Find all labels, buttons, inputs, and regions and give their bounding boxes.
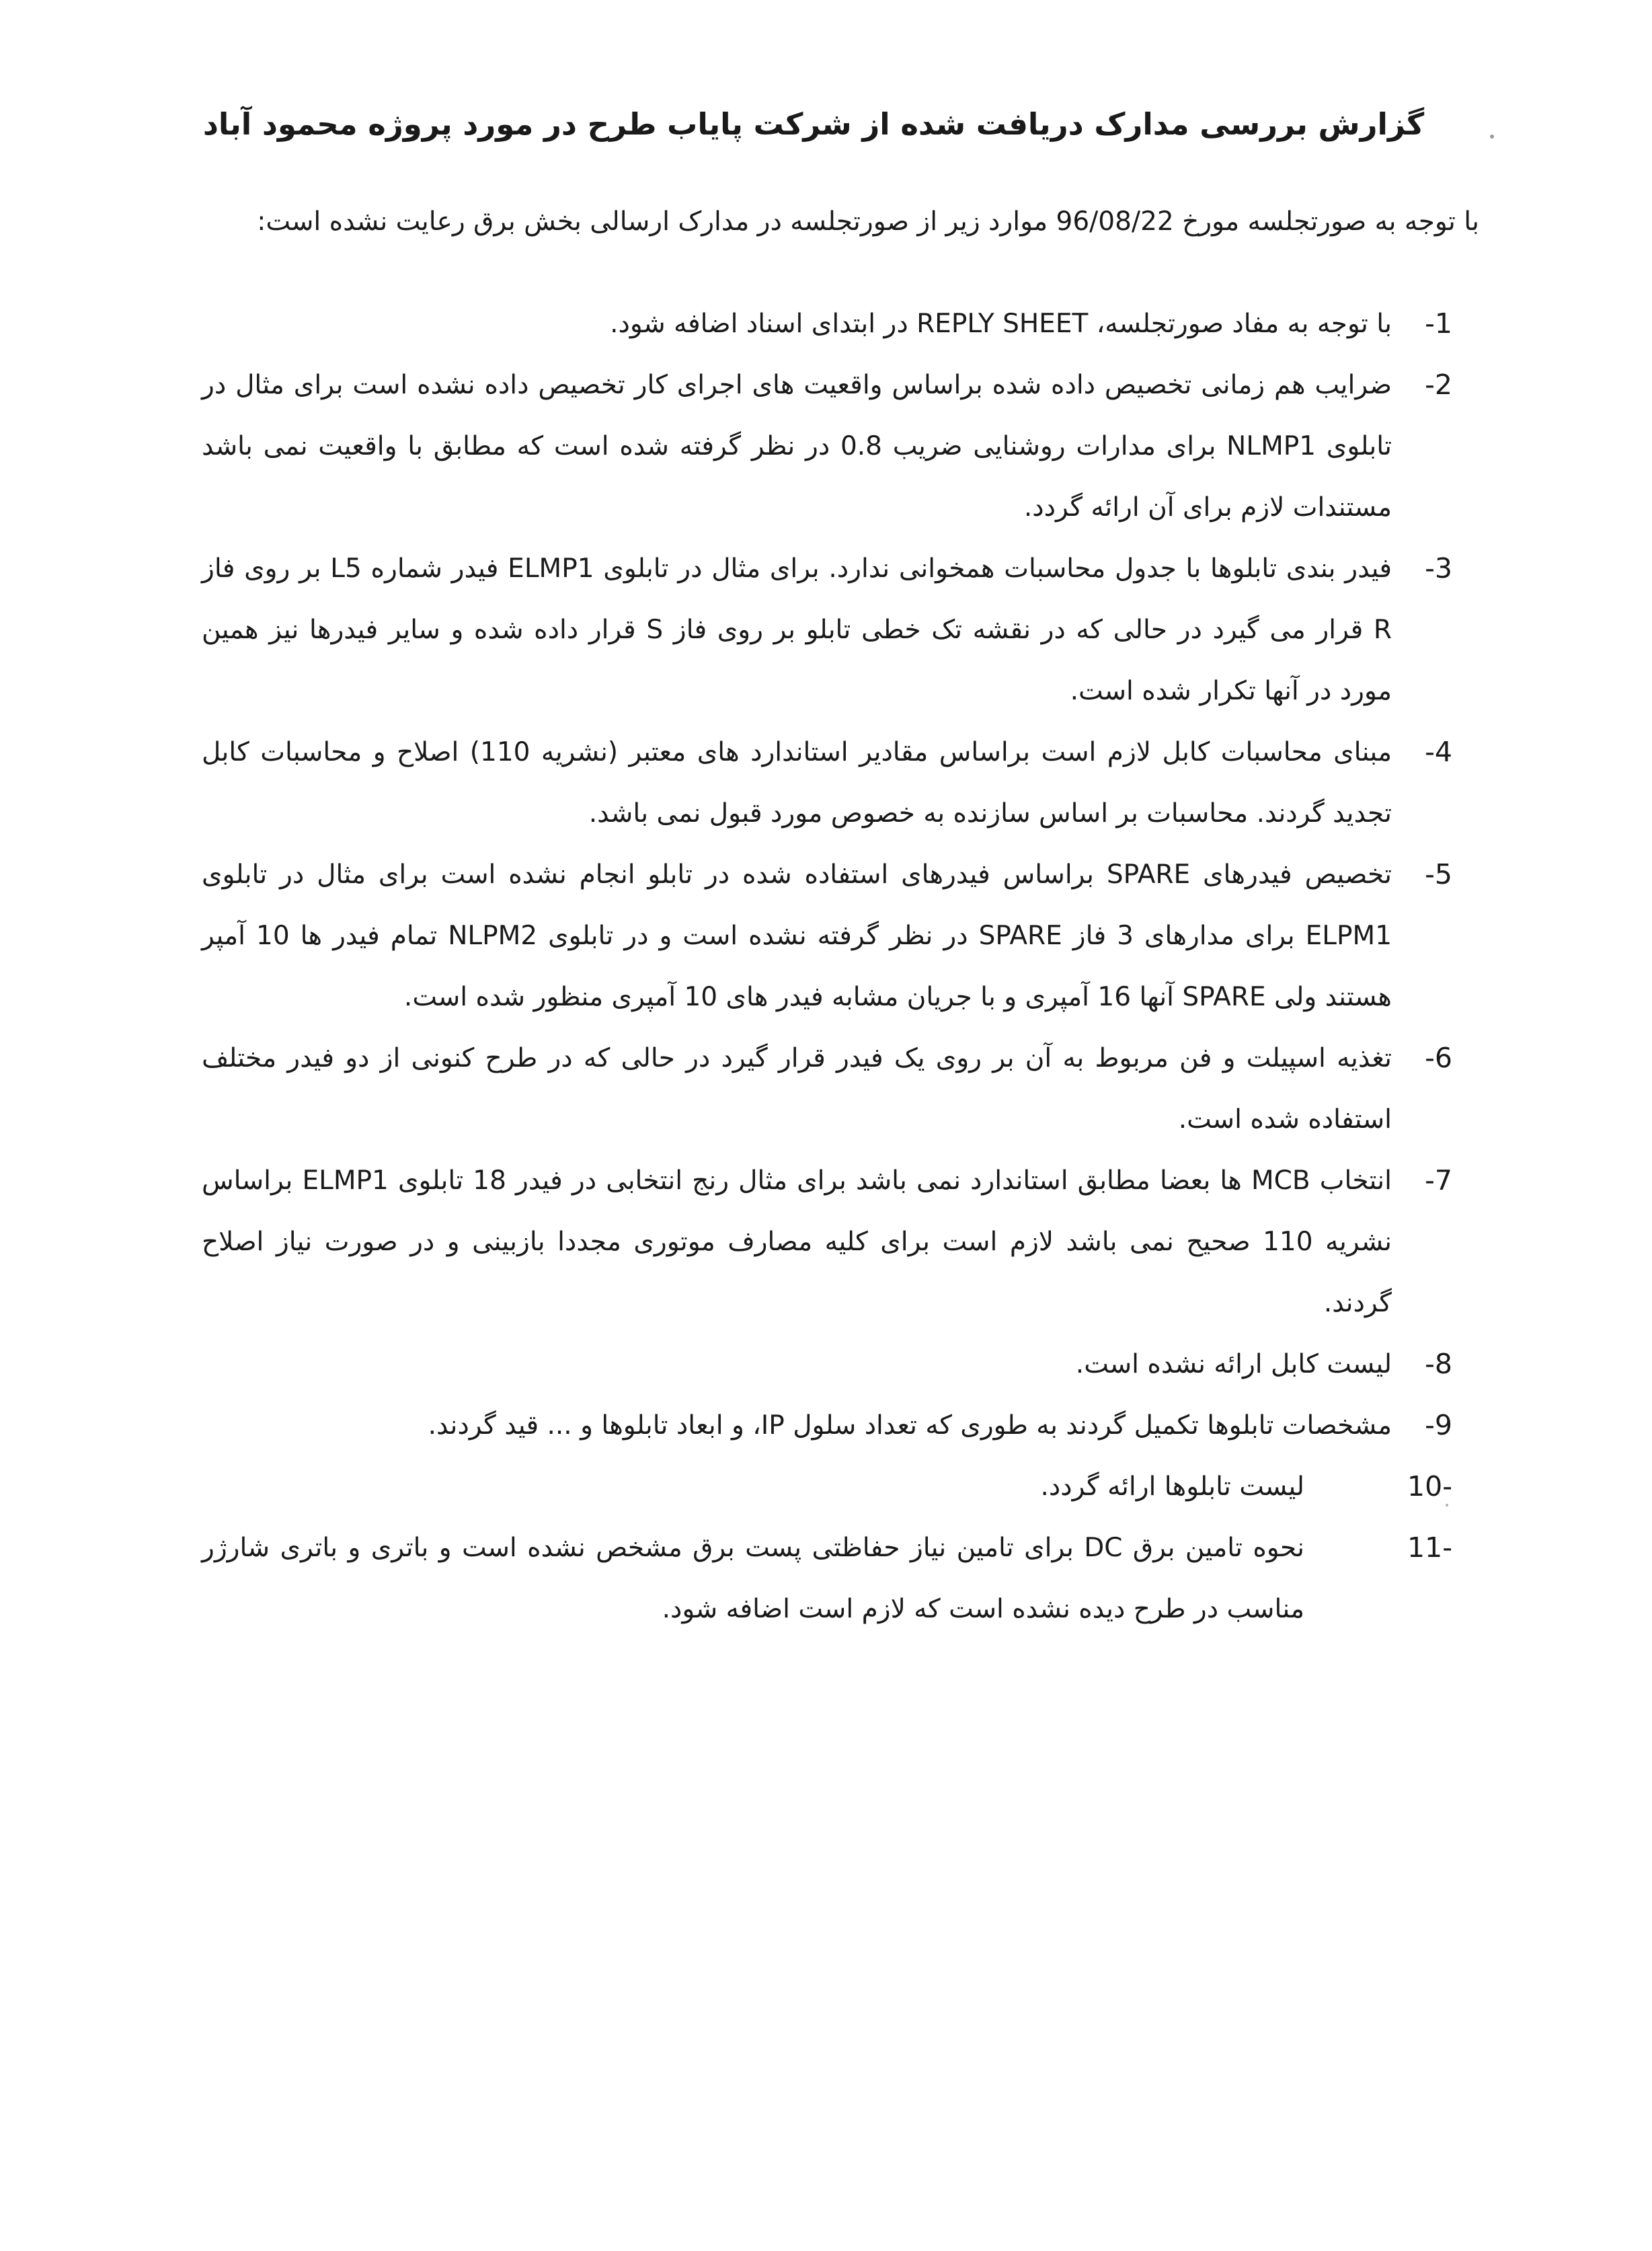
list-item xyxy=(202,293,1452,354)
list-item xyxy=(202,1517,1452,1640)
item-number: 9- xyxy=(1425,1409,1452,1441)
list-item xyxy=(202,1028,1452,1150)
list-item xyxy=(202,844,1452,1028)
item-number: -10 xyxy=(1407,1470,1452,1502)
document-title: گزارش بررسی مدارک دریافت شده از شرکت پایاب طرح در مورد پروژه محمود آباد xyxy=(202,106,1425,142)
document-body xyxy=(202,101,1479,1640)
list-item xyxy=(202,354,1452,538)
item-text: لیست تابلوها ارائه گردد. xyxy=(1040,1472,1304,1502)
item-text: ضرایب هم زمانی تخصیص داده شده براساس واقعیت های اجرای کار تخصیص داده نشده است برای مثال در تابلوی NLMP1 برای مدارات روشنایی ضریب 0.8 در نظر گرفته شده است که مطابق با واقعیت نمی باشد مستندات لازم برای آن ارائه گردد. xyxy=(202,370,1392,523)
item-text: فیدر بندی تابلوها با جدول محاسبات همخوانی ندارد. برای مثال در تابلوی ELMP1 فیدر شماره L5 بر روی فاز R قرار می گیرد در حالی که در نقشه تک خطی تابلو بر روی فاز S قرار داده شده و سایر فیدرها نیز همین مورد در آنها تکرار شده است. xyxy=(202,554,1392,706)
item-text: نحوه تامین برق DC برای تامین نیاز حفاظتی پست برق مشخص نشده است و باتری و باتری شارژر مناسب در طرح دیده نشده است که لازم است اضافه شود. xyxy=(202,1533,1304,1624)
list-item xyxy=(202,1150,1452,1334)
item-number: 2- xyxy=(1425,369,1452,401)
item-number: -11 xyxy=(1407,1531,1452,1564)
item-number: 5- xyxy=(1425,858,1452,890)
item-text: تخصیص فیدرهای SPARE براساس فیدرهای استفاده شده در تابلو انجام نشده است برای مثال در تابلوی ELPM1 برای مدارهای 3 فاز SPARE در نظر گرفته نشده است و در تابلوی NLPM2 تمام فیدر ها 10 آمپر هستند ولی SPARE آنها 16 آمپری و با جریان مشابه فیدر های 10 آمپری منظور شده است. xyxy=(202,860,1392,1012)
item-number: 7- xyxy=(1425,1164,1452,1196)
item-text: لیست کابل ارائه نشده است. xyxy=(1075,1349,1392,1379)
item-number: 4- xyxy=(1425,736,1452,768)
list-item xyxy=(202,1456,1452,1517)
list-item xyxy=(202,538,1452,722)
list-item xyxy=(202,722,1452,844)
item-text: با توجه به مفاد صورتجلسه، REPLY SHEET در ابتدای اسناد اضافه شود. xyxy=(610,309,1392,339)
item-text: مشخصات تابلوها تکمیل گردند به طوری که تعداد سلول IP، و ابعاد تابلوها و ... قید گردند. xyxy=(428,1410,1392,1441)
item-number: 8- xyxy=(1425,1348,1452,1380)
intro-paragraph: با توجه به صورتجلسه مورخ 96/08/22 موارد زیر از صورتجلسه در مدارک ارسالی بخش برق رعایت نشده است: xyxy=(257,206,1479,237)
findings-list xyxy=(202,293,1452,1640)
list-item xyxy=(202,1395,1452,1456)
item-text: تغذیه اسپیلت و فن مربوط به آن بر روی یک فیدر قرار گیرد در حالی که در طرح کنونی از دو فیدر مختلف استفاده شده است. xyxy=(202,1043,1392,1135)
item-number: 3- xyxy=(1425,552,1452,584)
item-text: انتخاب MCB ها بعضا مطابق استاندارد نمی باشد برای مثال رنج انتخابی در فیدر 18 تابلوی ELMP1 براساس نشریه 110 صحیح نمی باشد لازم است برای کلیه مصارف موتوری مجددا بازبینی و در صورت نیاز اصلاح گردند. xyxy=(202,1166,1392,1318)
item-number: 6- xyxy=(1425,1042,1452,1074)
item-text: مبنای محاسبات کابل لازم است براساس مقادیر استاندارد های معتبر (نشریه 110) اصلاح و محاسبات کابل تجدید گردند. محاسبات بر اساس سازنده به خصوص مورد قبول نمی باشد. xyxy=(202,737,1392,829)
item-number: 1- xyxy=(1425,307,1452,340)
scan-speck xyxy=(1490,135,1494,139)
list-item xyxy=(202,1334,1452,1395)
